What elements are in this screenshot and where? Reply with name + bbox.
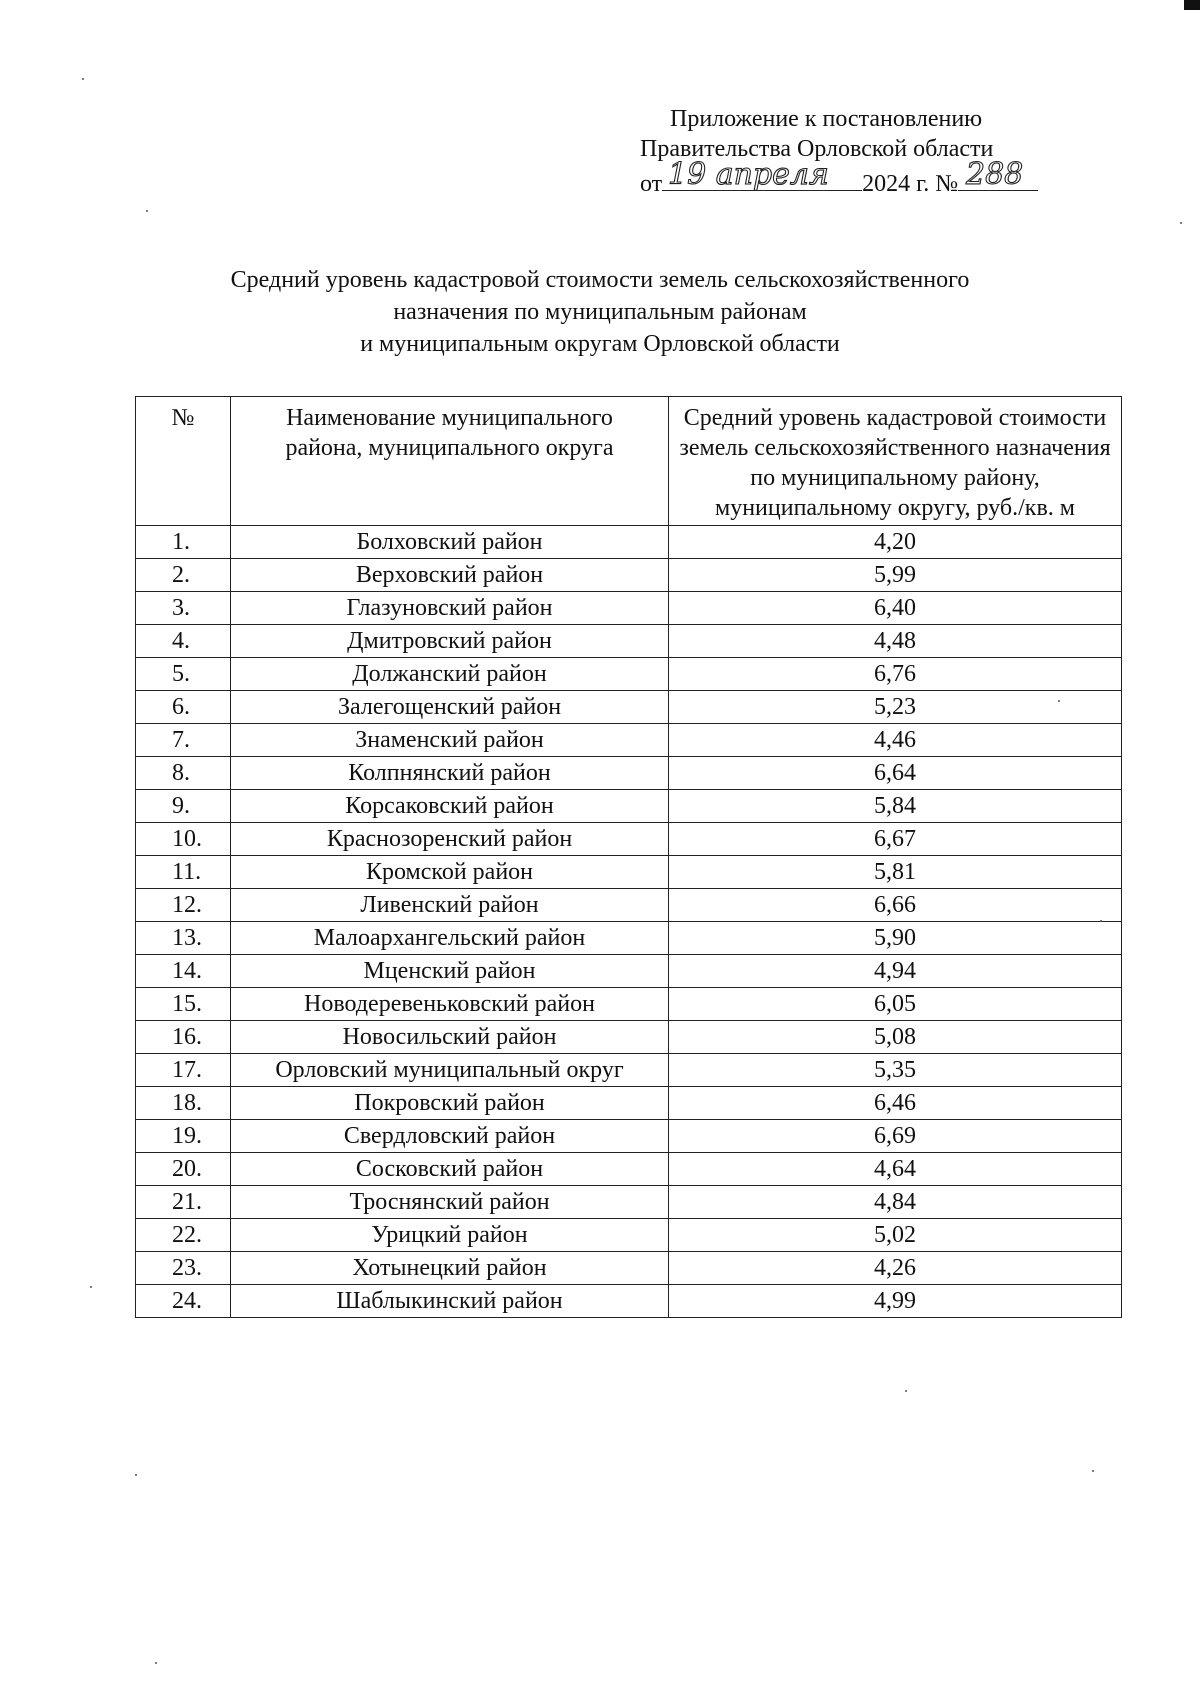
attachment-date-line xyxy=(640,157,1080,199)
cadastral-value: 5,08 xyxy=(669,1021,1122,1054)
cadastral-value: 4,48 xyxy=(669,625,1122,658)
table-row xyxy=(136,592,1122,625)
document-title xyxy=(150,264,1050,360)
title-line-2: назначения по муниципальным районам xyxy=(393,299,807,325)
header-number: № xyxy=(136,397,231,526)
handwritten-date-field xyxy=(662,157,862,192)
row-number: 18. xyxy=(136,1087,231,1120)
district-name: Сосковский район xyxy=(231,1153,669,1186)
cadastral-value: 5,02 xyxy=(669,1219,1122,1252)
scan-speck xyxy=(1180,222,1182,224)
table-row xyxy=(136,1087,1122,1120)
scan-speck xyxy=(135,1474,137,1476)
cadastral-value: 4,64 xyxy=(669,1153,1122,1186)
cadastral-value: 6,67 xyxy=(669,823,1122,856)
table-row xyxy=(136,823,1122,856)
title-line-1: Средний уровень кадастровой стоимости земель сельскохозяйственного xyxy=(230,267,970,293)
scan-speck xyxy=(905,1390,907,1392)
header-value: Средний уровень кадастровой стоимости земель сельскохозяйственного назначения по муниципальному району, муниципальному округу, руб./кв. м xyxy=(669,397,1122,526)
year-number-text: 2024 г. № xyxy=(862,171,959,197)
table-row xyxy=(136,955,1122,988)
table-row xyxy=(136,625,1122,658)
table-row xyxy=(136,559,1122,592)
row-number: 19. xyxy=(136,1120,231,1153)
cadastral-value: 5,90 xyxy=(669,922,1122,955)
cadastral-value: 4,20 xyxy=(669,526,1122,559)
scan-speck xyxy=(1058,700,1060,702)
cadastral-value: 5,81 xyxy=(669,856,1122,889)
district-name: Болховский район xyxy=(231,526,669,559)
table-row xyxy=(136,1186,1122,1219)
table-row xyxy=(136,757,1122,790)
district-name: Мценский район xyxy=(231,955,669,988)
row-number: 17. xyxy=(136,1054,231,1087)
cadastral-value: 6,76 xyxy=(669,658,1122,691)
district-name: Должанский район xyxy=(231,658,669,691)
district-name: Дмитровский район xyxy=(231,625,669,658)
attachment-header xyxy=(640,104,1080,199)
table-header-row xyxy=(136,397,1122,526)
cadastral-value: 4,99 xyxy=(669,1285,1122,1318)
district-name: Свердловский район xyxy=(231,1120,669,1153)
cadastral-value: 6,46 xyxy=(669,1087,1122,1120)
header-name: Наименование муниципального района, муниципального округа xyxy=(231,397,669,526)
cadastral-value: 6,66 xyxy=(669,889,1122,922)
cadastral-value: 6,40 xyxy=(669,592,1122,625)
cadastral-value: 6,69 xyxy=(669,1120,1122,1153)
row-number: 13. xyxy=(136,922,231,955)
row-number: 7. xyxy=(136,724,231,757)
cadastral-value: 5,99 xyxy=(669,559,1122,592)
attachment-line-2: Правительства Орловской области xyxy=(640,136,994,162)
handwritten-date-text: 19 апреля xyxy=(668,157,830,192)
district-name: Новосильский район xyxy=(231,1021,669,1054)
table-row xyxy=(136,1153,1122,1186)
cadastral-value: 4,46 xyxy=(669,724,1122,757)
table-row xyxy=(136,790,1122,823)
scan-speck xyxy=(82,78,84,80)
district-name: Малоархангельский район xyxy=(231,922,669,955)
scan-speck xyxy=(155,1662,157,1664)
district-name: Кромской район xyxy=(231,856,669,889)
row-number: 1. xyxy=(136,526,231,559)
district-name: Хотынецкий район xyxy=(231,1252,669,1285)
cadastral-value: 4,84 xyxy=(669,1186,1122,1219)
scan-speck xyxy=(146,210,148,212)
table-row xyxy=(136,1252,1122,1285)
district-name: Знаменский район xyxy=(231,724,669,757)
table-row xyxy=(136,889,1122,922)
table-row xyxy=(136,922,1122,955)
cadastral-value: 6,64 xyxy=(669,757,1122,790)
row-number: 21. xyxy=(136,1186,231,1219)
district-name: Орловский муниципальный округ xyxy=(231,1054,669,1087)
district-name: Новодеревеньковский район xyxy=(231,988,669,1021)
cadastral-value: 5,35 xyxy=(669,1054,1122,1087)
handwritten-number xyxy=(958,158,1038,192)
cadastral-value: 5,23 xyxy=(669,691,1122,724)
handwritten-number-text: 288 xyxy=(966,157,1024,192)
district-name: Троснянский район xyxy=(231,1186,669,1219)
table-row xyxy=(136,1054,1122,1087)
row-number: 12. xyxy=(136,889,231,922)
title-line-3: и муниципальным округам Орловской области xyxy=(360,331,840,357)
table-row xyxy=(136,1219,1122,1252)
from-prefix: от xyxy=(640,171,663,197)
district-name: Ливенский район xyxy=(231,889,669,922)
district-name: Залегощенский район xyxy=(231,691,669,724)
scan-speck xyxy=(90,1286,92,1288)
row-number: 11. xyxy=(136,856,231,889)
row-number: 15. xyxy=(136,988,231,1021)
table-row xyxy=(136,691,1122,724)
row-number: 14. xyxy=(136,955,231,988)
cadastral-value: 4,94 xyxy=(669,955,1122,988)
table-row xyxy=(136,1120,1122,1153)
row-number: 6. xyxy=(136,691,231,724)
handwritten-date xyxy=(662,158,862,192)
attachment-line-1: Приложение к постановлению xyxy=(670,106,983,132)
table-row xyxy=(136,724,1122,757)
table-row xyxy=(136,526,1122,559)
scan-edge-mark xyxy=(1184,0,1200,10)
district-name: Покровский район xyxy=(231,1087,669,1120)
scan-speck xyxy=(1092,1470,1094,1472)
cadastral-value: 5,84 xyxy=(669,790,1122,823)
district-name: Глазуновский район xyxy=(231,592,669,625)
row-number: 5. xyxy=(136,658,231,691)
cadastral-value: 6,05 xyxy=(669,988,1122,1021)
district-name: Верховский район xyxy=(231,559,669,592)
district-name: Колпнянский район xyxy=(231,757,669,790)
row-number: 3. xyxy=(136,592,231,625)
district-name: Урицкий район xyxy=(231,1219,669,1252)
table-row xyxy=(136,658,1122,691)
row-number: 8. xyxy=(136,757,231,790)
row-number: 23. xyxy=(136,1252,231,1285)
table-row xyxy=(136,1021,1122,1054)
row-number: 9. xyxy=(136,790,231,823)
row-number: 2. xyxy=(136,559,231,592)
scan-speck xyxy=(1100,920,1102,922)
cadastral-value-table xyxy=(135,396,1122,1318)
handwritten-number-field xyxy=(958,157,1038,192)
cadastral-value: 4,26 xyxy=(669,1252,1122,1285)
table-body xyxy=(136,526,1122,1318)
row-number: 24. xyxy=(136,1285,231,1318)
row-number: 22. xyxy=(136,1219,231,1252)
district-name: Краснозоренский район xyxy=(231,823,669,856)
row-number: 20. xyxy=(136,1153,231,1186)
row-number: 16. xyxy=(136,1021,231,1054)
table-row xyxy=(136,988,1122,1021)
row-number: 4. xyxy=(136,625,231,658)
row-number: 10. xyxy=(136,823,231,856)
district-name: Корсаковский район xyxy=(231,790,669,823)
table-row xyxy=(136,1285,1122,1318)
district-name: Шаблыкинский район xyxy=(231,1285,669,1318)
table-row xyxy=(136,856,1122,889)
